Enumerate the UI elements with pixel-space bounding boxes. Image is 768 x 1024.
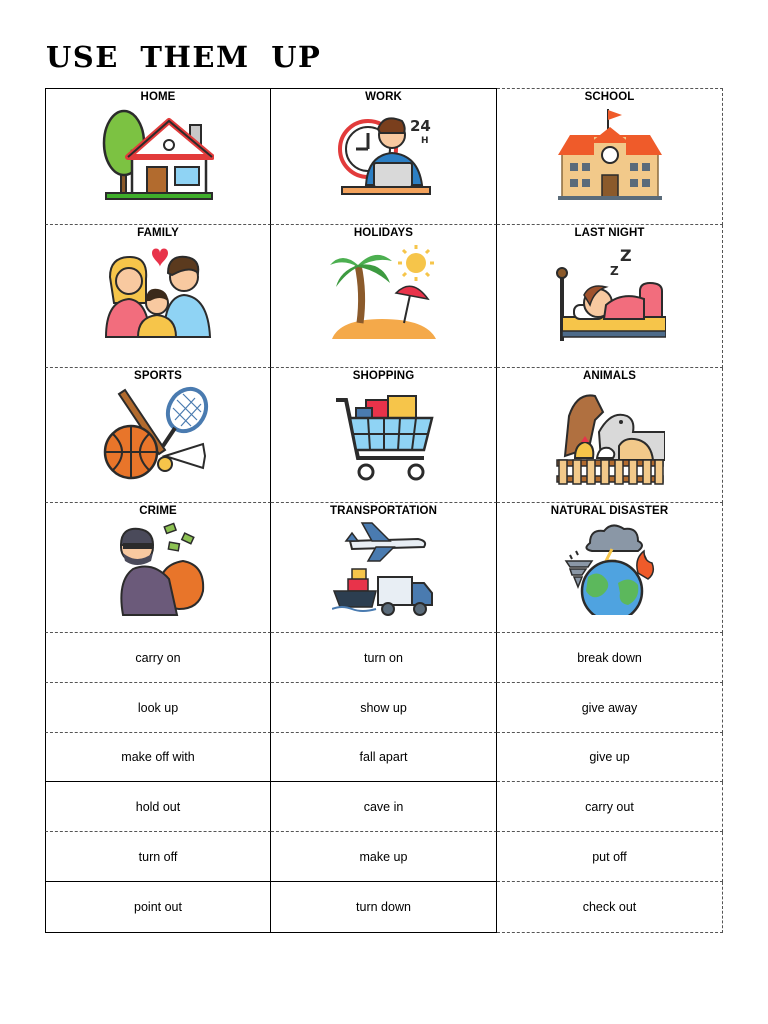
phrasal-verb: put off xyxy=(592,849,627,864)
phrasal-verb-cell xyxy=(497,683,723,733)
phrasal-verb-cell xyxy=(271,633,497,683)
worksheet-table xyxy=(45,88,723,933)
topic-label: TRANSPORTATION xyxy=(329,505,438,517)
phrasal-verb: show up xyxy=(360,700,407,715)
topic-cell-transportation xyxy=(271,503,497,633)
shopping-cart-icon xyxy=(332,386,436,486)
topic-label: ANIMALS xyxy=(582,370,637,382)
phrasal-verb: point out xyxy=(134,900,182,914)
phrasal-verb: fall apart xyxy=(359,750,408,764)
disaster-globe-icon xyxy=(562,521,658,615)
phrasal-verb-cell xyxy=(497,633,723,683)
phrasal-verb-cell xyxy=(271,683,497,733)
vehicles-icon xyxy=(332,521,436,617)
phrasal-verb-cell xyxy=(45,882,271,933)
topic-cell-natural-disaster xyxy=(497,503,723,633)
phrasal-verb-cell xyxy=(271,882,497,933)
phrasal-verb: carry out xyxy=(585,799,634,814)
phrasal-verb-cell xyxy=(271,832,497,882)
svg-text:Z: Z xyxy=(619,246,632,265)
phrasal-verb-cell xyxy=(497,733,723,782)
farm-animals-icon xyxy=(555,386,665,486)
school-building-icon xyxy=(556,107,664,203)
topic-label: HOME xyxy=(140,91,176,103)
topic-label: NATURAL DISASTER xyxy=(550,505,669,517)
topic-cell-work xyxy=(271,88,497,225)
topic-cell-school xyxy=(497,88,723,225)
topic-label: FAMILY xyxy=(137,227,179,239)
topic-label: HOLIDAYS xyxy=(353,227,414,239)
topic-cell-crime xyxy=(45,503,271,633)
phrasal-verb: give up xyxy=(589,750,630,764)
family-icon xyxy=(102,243,214,341)
phrasal-verb: make up xyxy=(359,849,408,864)
topic-cell-animals xyxy=(497,368,723,503)
phrasal-verb-cell xyxy=(271,782,497,832)
svg-text:H: H xyxy=(420,136,429,146)
phrasal-verb: give away xyxy=(581,700,638,715)
topic-label: LAST NIGHT xyxy=(574,227,645,239)
phrasal-verb: look up xyxy=(137,700,179,715)
phrasal-verb-cell xyxy=(497,782,723,832)
topic-cell-family xyxy=(45,225,271,368)
house-icon xyxy=(102,107,214,205)
page-title: USE THEM UP xyxy=(46,40,322,74)
phrasal-verb-cell xyxy=(497,832,723,882)
phrasal-verb: hold out xyxy=(135,799,181,814)
topic-cell-holidays xyxy=(271,225,497,368)
phrasal-verb: turn on xyxy=(364,650,403,665)
phrasal-verb-cell xyxy=(45,782,271,832)
phrasal-verb: carry on xyxy=(135,650,181,665)
phrasal-verb: turn down xyxy=(356,900,411,914)
office-worker-icon xyxy=(336,107,432,203)
phrasal-verb-cell xyxy=(45,832,271,882)
phrasal-verb-cell xyxy=(45,683,271,733)
sleeping-person-icon xyxy=(554,243,666,343)
topic-label: CRIME xyxy=(139,505,177,517)
phrasal-verb: cave in xyxy=(363,799,404,814)
phrasal-verb-cell xyxy=(271,733,497,782)
phrasal-verb: make off with xyxy=(121,750,195,764)
topic-label: SHOPPING xyxy=(352,370,415,382)
phrasal-verb-cell xyxy=(497,882,723,933)
phrasal-verb-cell xyxy=(45,733,271,782)
topic-cell-sports xyxy=(45,368,271,503)
svg-text:Z: Z xyxy=(609,264,619,278)
phrasal-verb: check out xyxy=(582,900,637,914)
topic-cell-home xyxy=(45,88,271,225)
topic-cell-shopping xyxy=(271,368,497,503)
svg-text:24: 24 xyxy=(409,117,431,135)
topic-label: SPORTS xyxy=(134,370,182,382)
topic-label: SCHOOL xyxy=(584,91,635,103)
topic-label: WORK xyxy=(365,91,402,103)
phrasal-verb: break down xyxy=(577,650,642,665)
phrasal-verb-cell xyxy=(45,633,271,683)
topic-cell-last-night xyxy=(497,225,723,368)
phrasal-verb: turn off xyxy=(138,849,178,864)
palm-beach-icon xyxy=(330,243,438,343)
sports-equipment-icon xyxy=(103,386,213,482)
thief-icon xyxy=(109,521,207,619)
